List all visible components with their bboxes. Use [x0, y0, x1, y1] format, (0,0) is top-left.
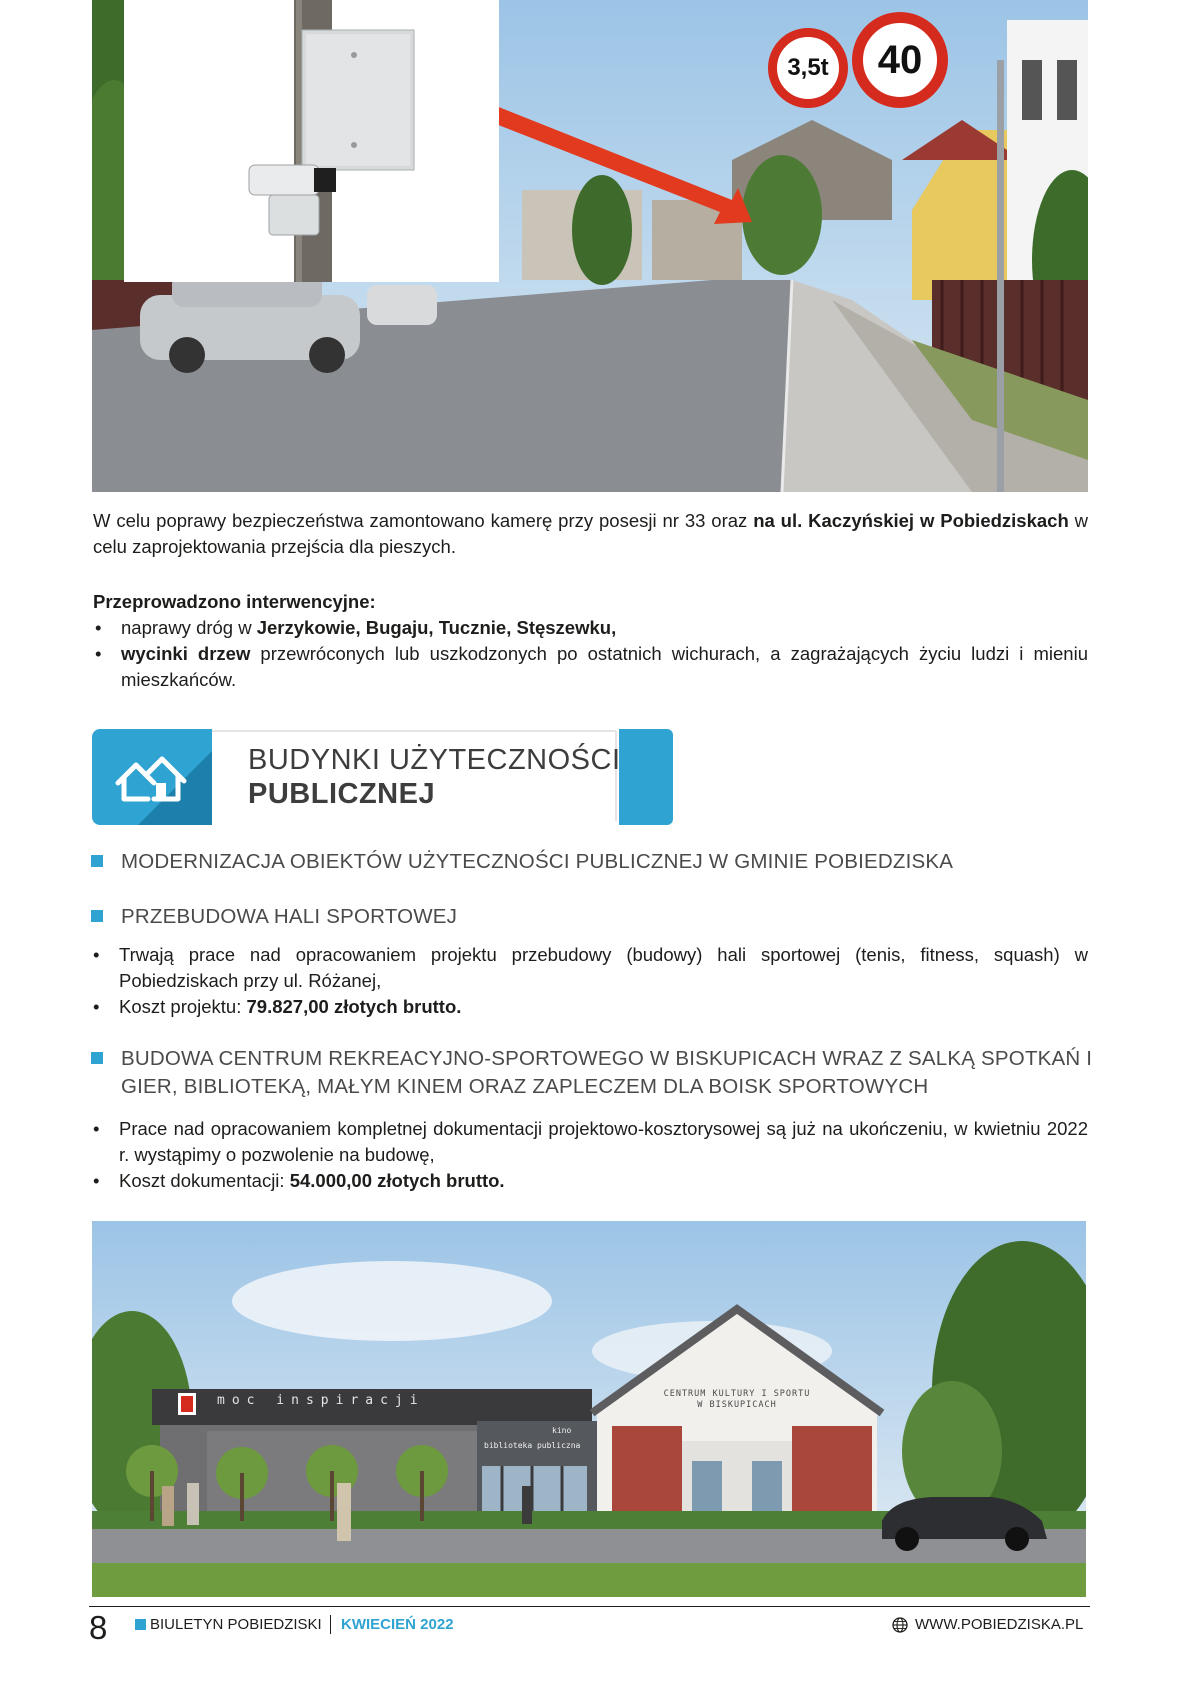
street-camera-photo: [92, 0, 1088, 492]
speed-limit-sign: [852, 12, 948, 108]
cost-value: 54.000,00 złotych brutto.: [289, 1170, 505, 1191]
centrum-list: [91, 1116, 1088, 1194]
hala-list: [91, 942, 1088, 1020]
weight-limit-sign: [768, 28, 848, 108]
caption-text-1: W celu poprawy bezpieczeństwa zamontowano kamerę przy posesji nr 33 oraz: [93, 510, 754, 531]
list-item-text: Trwają prace nad opracowaniem projektu przebudowy (budowy) hali sportowej (tenis, fitness, squash) w Pobiedziskach przy ul. Różanej,: [119, 944, 1088, 991]
section-heading-text: PRZEBUDOWA HALI SPORTOWEJ: [121, 905, 458, 928]
interventions-heading: Przeprowadzono interwencyjne:: [93, 591, 376, 612]
issue-date: KWIECIEŃ 2022: [341, 1616, 454, 1633]
banner-title-line1: BUDYNKI UŻYTECZNOŚCI: [248, 744, 621, 776]
banner-title-line2: PUBLICZNEJ: [248, 778, 436, 810]
page-number: 8: [89, 1609, 108, 1646]
list-item-text: przewróconych lub uszkodzonych po ostatnich wichurach, a zagrażających życiu ludzi i mieniu mieszkańców.: [121, 643, 1088, 690]
list-item-text: Koszt dokumentacji:: [119, 1170, 290, 1191]
list-item: [93, 615, 1088, 641]
page-footer: [89, 1606, 1090, 1647]
list-item-text: Prace nad opracowaniem kompletnej dokumentacji projektowo-kosztorysowej są już na ukończeniu, w kwietniu 2022 r. wystąpimy o pozwolenie na budowę,: [119, 1118, 1088, 1165]
publication-name: BIULETYN POBIEDZISKI: [150, 1616, 322, 1633]
kino-label: kino: [552, 1426, 572, 1435]
cost-value: 79.827,00 złotych brutto.: [246, 996, 462, 1017]
building-slogan: moc inspiracji: [217, 1393, 425, 1408]
footer-square-icon: [135, 1619, 146, 1630]
biblioteka-label: biblioteka publiczna: [484, 1441, 581, 1450]
weight-limit-label: 3,5t: [787, 54, 829, 81]
centrum-sign: [652, 1389, 822, 1411]
centrum-sign-line1: CENTRUM KULTURY I SPORTU: [663, 1389, 811, 1399]
list-item: [93, 641, 1088, 693]
list-item: [91, 1168, 1088, 1194]
footer-divider: [330, 1615, 331, 1634]
list-item-text: Koszt projektu:: [119, 996, 247, 1017]
section-heading-hala: [91, 903, 1110, 931]
speed-limit-label: 40: [877, 37, 923, 82]
list-item: [91, 942, 1088, 994]
square-bullet-icon: [91, 910, 103, 922]
caption-text-2: w celu zaprojektowania przejścia dla pieszych.: [93, 510, 1089, 557]
caption-location: na ul. Kaczyńskiej w Pobiedziskach: [753, 510, 1069, 531]
website-link[interactable]: WWW.POBIEDZISKA.PL: [915, 1616, 1084, 1633]
camera-caption: [93, 508, 1088, 560]
list-item-text: naprawy dróg w: [121, 617, 257, 638]
list-item-bold: Jerzykowie, Bugaju, Tucznie, Stęszewku,: [256, 617, 617, 638]
centrum-rendering: [92, 1221, 1086, 1597]
list-item: [91, 1116, 1088, 1168]
centrum-sign-line2: W BISKUPICACH: [697, 1400, 777, 1410]
camera-inset: [124, 0, 499, 282]
globe-icon: [892, 1617, 908, 1633]
section-heading-centrum: [91, 1045, 1110, 1101]
interventions-list: [93, 615, 1088, 693]
list-item-bold: wycinki drzew: [121, 643, 251, 664]
list-item: [91, 994, 1088, 1020]
interventions-block: [93, 589, 1088, 693]
section-heading-modernizacja: [91, 848, 1110, 876]
square-bullet-icon: [91, 855, 103, 867]
section-heading-text: MODERNIZACJA OBIEKTÓW UŻYTECZNOŚCI PUBLICZNEJ W GMINIE POBIEDZISKA: [121, 850, 954, 873]
section-banner: [92, 729, 673, 825]
section-heading-text: BUDOWA CENTRUM REKREACYJNO-SPORTOWEGO W BISKUPICACH WRAZ Z SALKĄ SPOTKAŃ I GIER, BIBLIOTEKĄ, MAŁYM KINEM ORAZ ZAPLECZEM DLA BOISK SPORTOWYCH: [121, 1047, 1093, 1098]
square-bullet-icon: [91, 1052, 103, 1064]
